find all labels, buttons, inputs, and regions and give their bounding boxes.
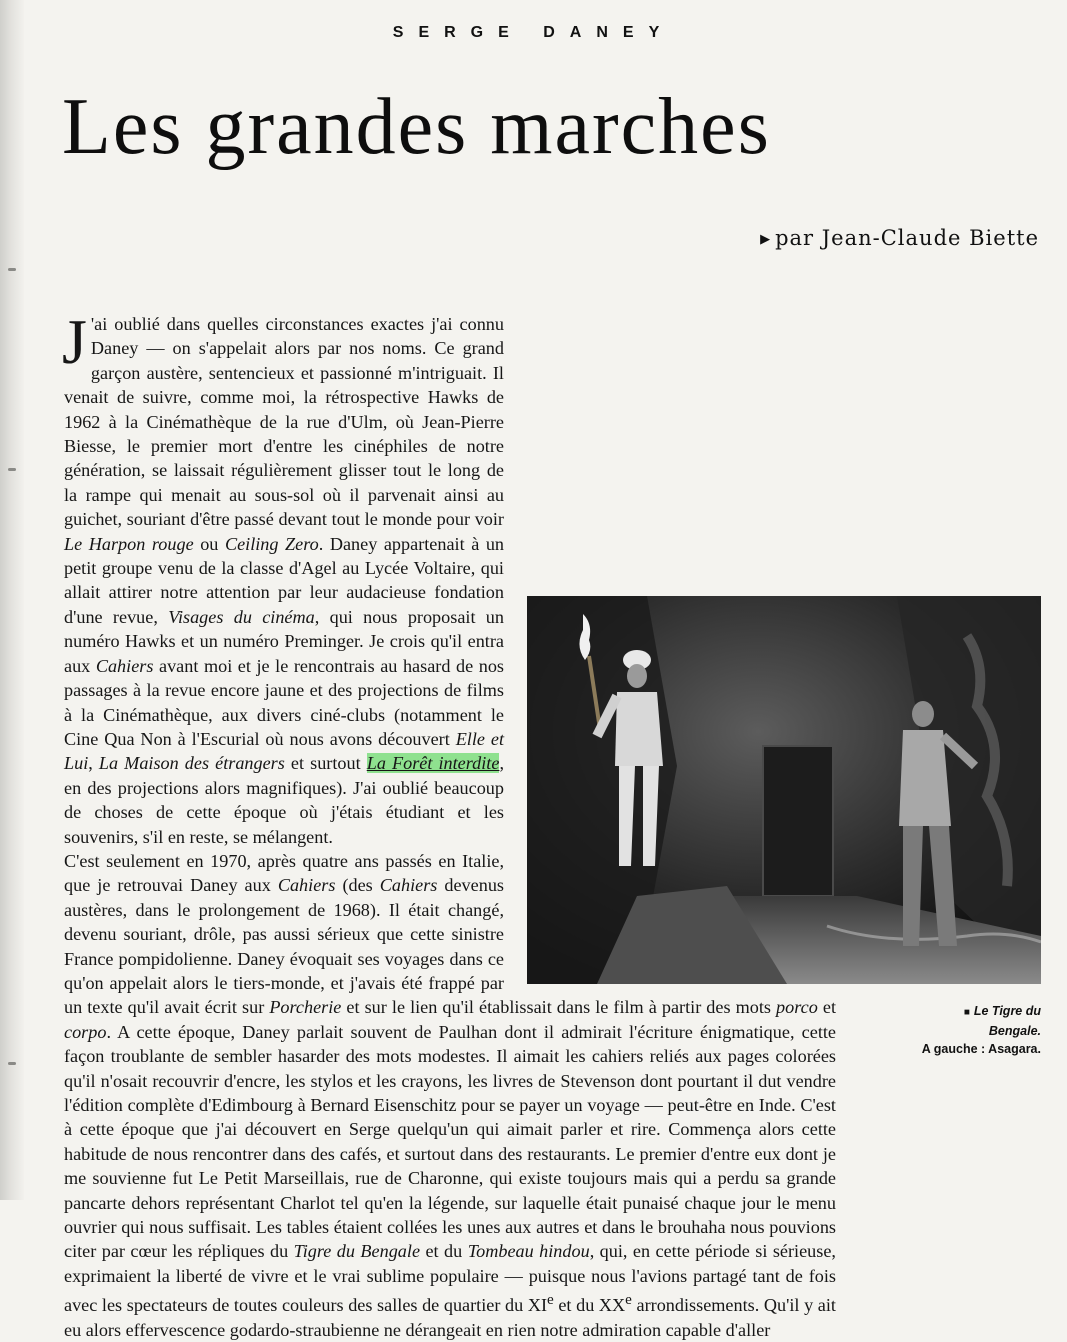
binding-gutter [0, 0, 24, 1200]
caption-title: Bengale. [988, 1024, 1041, 1038]
text-run: (des [335, 875, 380, 896]
text-run: , en des projections alors magnifiques). J'ai oublié beaucoup de choses de cette époque où j'étais étudiant et les souvenirs, s'il en reste, se mélangent. [64, 753, 504, 847]
text-run: avant moi et je le rencontrais au hasard de nos passages à la revue encore jaune et des projections de films à la Cinémathèque, aux divers ciné-clubs (notamment le Cine Qua Non à l'Escurial où nous avons découvert [64, 655, 504, 749]
byline [760, 226, 1039, 250]
text-run: et surtout [284, 753, 367, 774]
film-title: Tigre du Bengale [293, 1241, 421, 1262]
text-run: , [88, 753, 99, 774]
film-title: Ceiling Zero [224, 533, 319, 554]
superscript: e [625, 1291, 632, 1309]
text-run: . A cette époque, Daney parlait souvent de Paulhan dont il admirait l'écriture énigmatique, cette façon troublante de sembler hasarder des mots modestes. Il aimait les cahiers reliés aux pages colorées qu'il n'osait recouvrir d'encre, les stylos et les crayons, les livres de Stevenson dont pourtant il dut vendre l'édition complète d'Edimbourg à Bernard Eisenschitz pour se payer un voyage — peut-être en Inde. C'est à cette époque que j'ai découvert en Serge quelqu'un qui aimait parler et rire. Commença alors cette habitude de nous rencontrer dans des cafés, et surtout dans des restaurants. Le premier d'entre eux dont je me souvienne fut Le Petit Marseillais, rue de Charonne, qui existe toujours mais qui a perdu sa grande pancarte dehors représentant Charlot tel qu'en la légende, sur laquelle était punaisé chaque jour le menu ouvrier qui nous suffisait. Les tables étaient collées les unes aux autres et dans le brouhaha nous pouvions citer par cœur les répliques du [64, 1021, 836, 1262]
text-run: C'est seulement en 1970, après quatre ans passés en Italie, que je retrouvai Daney aux [64, 850, 504, 896]
text-run: , qui, en cette période si sérieuse, exprimaient la liberté de vivre et le vrai sublime populaire — puisque nous l'avions partagé tant de fois avec les spectateurs de toutes couleurs des salles de quartier du XI [64, 1241, 836, 1316]
italic-word: porco [776, 997, 818, 1018]
head [627, 664, 647, 688]
dark-doorway [763, 746, 833, 896]
photo-caption [841, 1002, 1041, 1058]
text-run: et du [420, 1241, 468, 1262]
article-title: Les grandes marches [62, 83, 771, 171]
play-arrow-icon: ▶ [760, 232, 772, 247]
film-still-photo [527, 596, 1041, 984]
caption-credit: A gauche : Asagara. [921, 1042, 1041, 1056]
binding-stitch [8, 1062, 16, 1065]
text-run: devenus austères, dans le prolongement de 1968). Il était changé, devenu souriant, drôle, pas aussi sérieux que cette sinistre France pompidolienne. Daney évoquait ses voyages dans ce qu'on appelait alors le tiers-monde, et j'avais été frappé par un texte qu'il avait écrit sur [64, 875, 504, 1018]
text-run: et du XX [553, 1295, 626, 1316]
review-title: Cahiers [95, 655, 154, 676]
film-still-illustration [527, 596, 1041, 984]
byline-author: par Jean-Claude Biette [775, 226, 1039, 250]
italic-word: corpo [64, 1021, 107, 1042]
explorer-shirt [899, 730, 951, 826]
film-title: Le Harpon rouge [64, 533, 194, 554]
caption-title-row [841, 1002, 1041, 1022]
highlighted-film-title[interactable]: La Forêt interdite [366, 753, 500, 774]
review-title: Cahiers [277, 875, 336, 896]
drop-cap: J [62, 306, 87, 377]
text-run: arrondissements. Qu'il y ait eu alors effervescence godardo-straubienne ne dérangeait en rien notre admiration capable d'aller [64, 1295, 836, 1340]
film-title: La Maison des étrangers [98, 753, 285, 774]
review-title: Visages du cinéma [168, 606, 315, 627]
section-kicker: SERGE DANEY [392, 24, 675, 41]
film-title: Porcherie [269, 997, 342, 1018]
film-title: Tombeau hindou [467, 1241, 590, 1262]
binding-stitch [8, 468, 16, 471]
film-title: Elle et Lui [64, 728, 504, 774]
caption-title-row [841, 1022, 1041, 1040]
text-run: , qui nous proposait un numéro Hawks et un numéro Preminger. Je crois qu'il entra aux [64, 606, 504, 676]
binding-stitch [8, 268, 16, 271]
text-run: ou [193, 533, 225, 554]
square-bullet-icon: ■ [963, 1007, 970, 1018]
text-run: . Daney appartenait à un petit groupe venu de la classe d'Agel au Lycée Voltaire, qui allait attirer notre attention par leur audacieuse fondation d'une revue, [64, 533, 505, 627]
review-title: Cahiers [379, 875, 438, 896]
tunic [615, 692, 663, 766]
text-run: 'ai oublié dans quelles circonstances exactes j'ai connu Daney — on s'appelait alors par nos noms. Ce grand garçon austère, sentencieux et passionné m'intriguait. Il venait de suivre, comme moi, la rétrospective Hawks de 1962 à la Cinémathèque de la rue d'Ulm, où Jean-Pierre Biesse, le premier mort d'entre les cinéphiles de notre génération, se laissait régulièrement glisser tout le long de la rampe qui menait au sous-sol où il parvenait ainsi au guichet, souriant d'être passé devant tout le monde pour voir [64, 314, 504, 530]
superscript: e [547, 1291, 554, 1309]
caption-title: Le Tigre du [973, 1004, 1041, 1018]
text-run: et sur le lien qu'il établissait dans le film à partir des mots [341, 997, 777, 1018]
explorer-head [912, 701, 934, 727]
text-run: et [817, 997, 836, 1018]
